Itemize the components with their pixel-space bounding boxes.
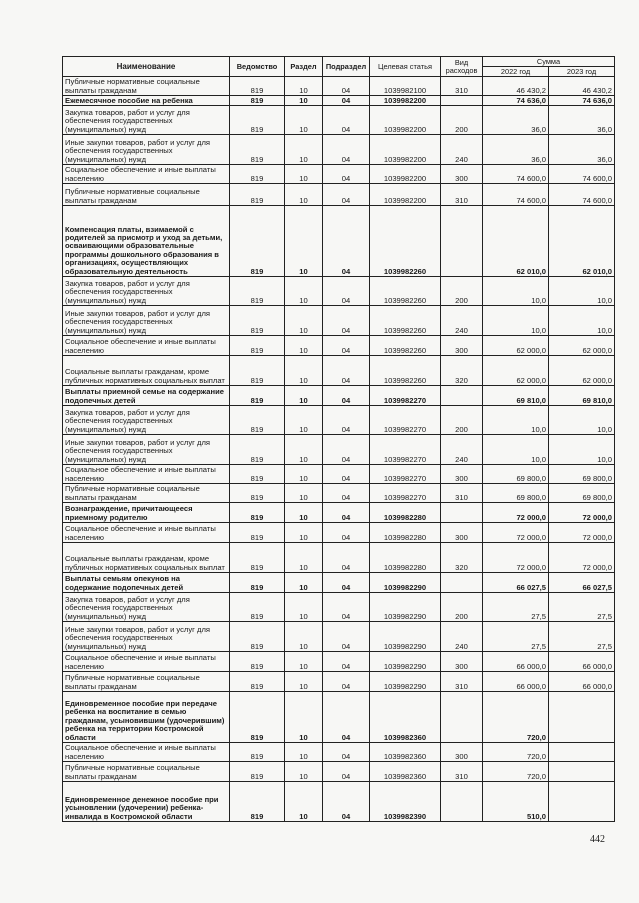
row-name: Иные закупки товаров, работ и услуг для обеспечения государственных (муниципальных) нужд	[63, 135, 230, 165]
row-razdel: 10	[285, 356, 323, 386]
row-name: Социальное обеспечение и иные выплаты населению	[63, 743, 230, 762]
row-celevaya: 1039982260	[370, 277, 441, 306]
row-sum-2022: 720,0	[483, 692, 549, 743]
row-vedomstvo: 819	[230, 277, 285, 306]
row-vedomstvo: 819	[230, 135, 285, 165]
row-name: Компенсация платы, взимаемой с родителей за присмотр и уход за детьми, осваивающими образовательные программы дошкольного образования в организациях, осуществляющих образовательную деятельность	[63, 206, 230, 277]
row-name: Социальные выплаты гражданам, кроме публичных нормативных социальных выплат	[63, 543, 230, 573]
table-row	[63, 96, 615, 106]
row-vid: 300	[441, 336, 483, 356]
row-razdel: 10	[285, 277, 323, 306]
table-row	[63, 652, 615, 672]
row-podrazdel: 04	[323, 782, 370, 822]
row-name: Единовременное пособие при передаче ребенка на воспитание в семью гражданам, усыновившим (удочерившим) ребенка на территории Костромской области	[63, 692, 230, 743]
row-vedomstvo: 819	[230, 573, 285, 593]
row-name: Социальное обеспечение и иные выплаты населению	[63, 523, 230, 543]
row-sum-2023: 74 600,0	[549, 165, 615, 184]
row-razdel: 10	[285, 503, 323, 523]
row-sum-2022: 720,0	[483, 743, 549, 762]
row-podrazdel: 04	[323, 206, 370, 277]
row-vid	[441, 386, 483, 406]
row-vedomstvo: 819	[230, 743, 285, 762]
row-vedomstvo: 819	[230, 652, 285, 672]
row-vid	[441, 692, 483, 743]
row-name: Закупка товаров, работ и услуг для обеспечения государственных (муниципальных) нужд	[63, 106, 230, 135]
row-razdel: 10	[285, 543, 323, 573]
row-sum-2023: 46 430,2	[549, 77, 615, 96]
row-name: Закупка товаров, работ и услуг для обеспечения государственных (муниципальных) нужд	[63, 406, 230, 435]
col-celevaya-header: Целевая статья	[370, 57, 441, 77]
table-body	[63, 77, 615, 822]
row-vid: 310	[441, 484, 483, 503]
row-razdel: 10	[285, 652, 323, 672]
row-sum-2023: 27,5	[549, 593, 615, 622]
row-podrazdel: 04	[323, 135, 370, 165]
row-sum-2023: 66 000,0	[549, 652, 615, 672]
row-razdel: 10	[285, 77, 323, 96]
row-name: Ежемесячное пособие на ребенка	[63, 96, 230, 106]
row-name: Единовременное денежное пособие при усыновлении (удочерении) ребенка-инвалида в Костромской области	[63, 782, 230, 822]
row-vid: 300	[441, 165, 483, 184]
row-razdel: 10	[285, 435, 323, 465]
row-name: Публичные нормативные социальные выплаты гражданам	[63, 672, 230, 692]
row-razdel: 10	[285, 96, 323, 106]
row-name: Социальное обеспечение и иные выплаты населению	[63, 336, 230, 356]
table-row	[63, 406, 615, 435]
row-sum-2022: 46 430,2	[483, 77, 549, 96]
table-row	[63, 435, 615, 465]
row-vedomstvo: 819	[230, 593, 285, 622]
row-sum-2022: 10,0	[483, 435, 549, 465]
table-row	[63, 484, 615, 503]
row-vid	[441, 206, 483, 277]
row-podrazdel: 04	[323, 336, 370, 356]
row-podrazdel: 04	[323, 165, 370, 184]
row-podrazdel: 04	[323, 77, 370, 96]
row-sum-2023: 72 000,0	[549, 503, 615, 523]
row-podrazdel: 04	[323, 96, 370, 106]
row-podrazdel: 04	[323, 435, 370, 465]
row-razdel: 10	[285, 622, 323, 652]
row-podrazdel: 04	[323, 543, 370, 573]
row-name: Иные закупки товаров, работ и услуг для обеспечения государственных (муниципальных) нужд	[63, 306, 230, 336]
row-celevaya: 1039982270	[370, 435, 441, 465]
table-row	[63, 336, 615, 356]
row-sum-2023: 72 000,0	[549, 543, 615, 573]
row-name: Иные закупки товаров, работ и услуг для обеспечения государственных (муниципальных) нужд	[63, 622, 230, 652]
row-sum-2023: 69 810,0	[549, 386, 615, 406]
table-row	[63, 672, 615, 692]
col-vid-header: Вид расходов	[441, 57, 483, 77]
row-sum-2023	[549, 762, 615, 782]
page-number: 442	[590, 834, 605, 845]
row-razdel: 10	[285, 484, 323, 503]
row-vid	[441, 573, 483, 593]
table-row	[63, 306, 615, 336]
row-vid: 320	[441, 356, 483, 386]
row-vid: 300	[441, 652, 483, 672]
row-celevaya: 1039982290	[370, 593, 441, 622]
row-vedomstvo: 819	[230, 762, 285, 782]
row-vedomstvo: 819	[230, 484, 285, 503]
col-2023-header: 2023 год	[549, 67, 615, 77]
row-sum-2023	[549, 692, 615, 743]
row-vedomstvo: 819	[230, 336, 285, 356]
row-razdel: 10	[285, 406, 323, 435]
row-vedomstvo: 819	[230, 96, 285, 106]
row-sum-2023: 69 800,0	[549, 465, 615, 484]
row-sum-2022: 62 000,0	[483, 336, 549, 356]
table-row	[63, 622, 615, 652]
row-celevaya: 1039982360	[370, 743, 441, 762]
row-celevaya: 1039982280	[370, 523, 441, 543]
row-sum-2022: 62 000,0	[483, 356, 549, 386]
row-vedomstvo: 819	[230, 306, 285, 336]
row-razdel: 10	[285, 184, 323, 206]
row-sum-2022: 74 636,0	[483, 96, 549, 106]
row-podrazdel: 04	[323, 593, 370, 622]
row-podrazdel: 04	[323, 622, 370, 652]
row-celevaya: 1039982260	[370, 306, 441, 336]
row-vid: 240	[441, 306, 483, 336]
row-podrazdel: 04	[323, 386, 370, 406]
row-sum-2022: 36,0	[483, 135, 549, 165]
row-sum-2023: 10,0	[549, 277, 615, 306]
table-row	[63, 106, 615, 135]
row-razdel: 10	[285, 106, 323, 135]
row-vid: 240	[441, 435, 483, 465]
row-celevaya: 1039982360	[370, 762, 441, 782]
row-sum-2023: 10,0	[549, 406, 615, 435]
col-2022-header: 2022 год	[483, 67, 549, 77]
row-vid: 300	[441, 465, 483, 484]
table-row	[63, 184, 615, 206]
row-sum-2023: 36,0	[549, 106, 615, 135]
row-razdel: 10	[285, 465, 323, 484]
row-celevaya: 1039982290	[370, 573, 441, 593]
row-razdel: 10	[285, 782, 323, 822]
row-sum-2022: 66 027,5	[483, 573, 549, 593]
row-sum-2023: 36,0	[549, 135, 615, 165]
row-vedomstvo: 819	[230, 165, 285, 184]
row-sum-2022: 10,0	[483, 406, 549, 435]
row-vid	[441, 96, 483, 106]
row-podrazdel: 04	[323, 277, 370, 306]
table-row	[63, 356, 615, 386]
row-celevaya: 1039982260	[370, 336, 441, 356]
table-row	[63, 593, 615, 622]
row-vid: 310	[441, 184, 483, 206]
row-razdel: 10	[285, 386, 323, 406]
row-name: Закупка товаров, работ и услуг для обеспечения государственных (муниципальных) нужд	[63, 277, 230, 306]
row-vid: 310	[441, 77, 483, 96]
row-razdel: 10	[285, 762, 323, 782]
budget-table	[62, 56, 615, 822]
row-vedomstvo: 819	[230, 386, 285, 406]
row-sum-2022: 69 810,0	[483, 386, 549, 406]
row-name: Выплаты приемной семье на содержание подопечных детей	[63, 386, 230, 406]
table-row	[63, 523, 615, 543]
row-celevaya: 1039982290	[370, 672, 441, 692]
row-podrazdel: 04	[323, 465, 370, 484]
row-celevaya: 1039982270	[370, 406, 441, 435]
row-vid: 310	[441, 672, 483, 692]
row-vedomstvo: 819	[230, 622, 285, 652]
row-name: Публичные нормативные социальные выплаты гражданам	[63, 762, 230, 782]
row-celevaya: 1039982360	[370, 692, 441, 743]
row-celevaya: 1039982270	[370, 484, 441, 503]
row-podrazdel: 04	[323, 306, 370, 336]
row-razdel: 10	[285, 692, 323, 743]
row-name: Закупка товаров, работ и услуг для обеспечения государственных (муниципальных) нужд	[63, 593, 230, 622]
row-sum-2022: 510,0	[483, 782, 549, 822]
row-sum-2023: 10,0	[549, 435, 615, 465]
row-sum-2023: 74 636,0	[549, 96, 615, 106]
row-sum-2022: 66 000,0	[483, 652, 549, 672]
row-sum-2022: 62 010,0	[483, 206, 549, 277]
row-name: Иные закупки товаров, работ и услуг для обеспечения государственных (муниципальных) нужд	[63, 435, 230, 465]
row-vid: 200	[441, 593, 483, 622]
table-row	[63, 206, 615, 277]
row-vid: 300	[441, 743, 483, 762]
row-razdel: 10	[285, 523, 323, 543]
row-name: Вознаграждение, причитающееся приемному родителю	[63, 503, 230, 523]
row-celevaya: 1039982270	[370, 465, 441, 484]
row-vedomstvo: 819	[230, 503, 285, 523]
row-vid: 200	[441, 277, 483, 306]
row-podrazdel: 04	[323, 573, 370, 593]
row-name: Публичные нормативные социальные выплаты гражданам	[63, 184, 230, 206]
table-row	[63, 573, 615, 593]
table-row	[63, 386, 615, 406]
table-row	[63, 165, 615, 184]
table-row	[63, 543, 615, 573]
row-podrazdel: 04	[323, 762, 370, 782]
row-celevaya: 1039982200	[370, 96, 441, 106]
row-vedomstvo: 819	[230, 77, 285, 96]
row-vid: 240	[441, 135, 483, 165]
row-name: Публичные нормативные социальные выплаты гражданам	[63, 484, 230, 503]
row-sum-2023	[549, 743, 615, 762]
row-vid: 300	[441, 523, 483, 543]
table-row	[63, 135, 615, 165]
row-celevaya: 1039982200	[370, 165, 441, 184]
row-vedomstvo: 819	[230, 672, 285, 692]
row-sum-2023	[549, 782, 615, 822]
row-name: Социальное обеспечение и иные выплаты населению	[63, 465, 230, 484]
row-name: Выплаты семьям опекунов на содержание подопечных детей	[63, 573, 230, 593]
row-sum-2023: 74 600,0	[549, 184, 615, 206]
row-vedomstvo: 819	[230, 782, 285, 822]
row-celevaya: 1039982280	[370, 543, 441, 573]
row-sum-2023: 10,0	[549, 306, 615, 336]
row-vedomstvo: 819	[230, 184, 285, 206]
row-sum-2023: 72 000,0	[549, 523, 615, 543]
row-razdel: 10	[285, 573, 323, 593]
row-razdel: 10	[285, 593, 323, 622]
row-podrazdel: 04	[323, 652, 370, 672]
row-podrazdel: 04	[323, 406, 370, 435]
table-row	[63, 77, 615, 96]
row-celevaya: 1039982260	[370, 206, 441, 277]
budget-sheet	[62, 56, 615, 822]
row-sum-2022: 69 800,0	[483, 465, 549, 484]
row-sum-2022: 10,0	[483, 277, 549, 306]
row-razdel: 10	[285, 672, 323, 692]
row-sum-2023: 27,5	[549, 622, 615, 652]
row-celevaya: 1039982200	[370, 184, 441, 206]
row-name: Социальные выплаты гражданам, кроме публичных нормативных социальных выплат	[63, 356, 230, 386]
row-sum-2022: 720,0	[483, 762, 549, 782]
table-row	[63, 743, 615, 762]
row-vid: 240	[441, 622, 483, 652]
row-podrazdel: 04	[323, 523, 370, 543]
col-name-header: Наименование	[63, 57, 230, 77]
row-podrazdel: 04	[323, 484, 370, 503]
row-vedomstvo: 819	[230, 206, 285, 277]
row-sum-2023: 62 010,0	[549, 206, 615, 277]
row-celevaya: 1039982200	[370, 106, 441, 135]
row-sum-2022: 72 000,0	[483, 523, 549, 543]
row-celevaya: 1039982200	[370, 135, 441, 165]
row-razdel: 10	[285, 336, 323, 356]
row-vedomstvo: 819	[230, 692, 285, 743]
col-vedomstvo-header: Ведомство	[230, 57, 285, 77]
row-sum-2022: 74 600,0	[483, 165, 549, 184]
row-celevaya: 1039982270	[370, 386, 441, 406]
row-podrazdel: 04	[323, 743, 370, 762]
row-celevaya: 1039982100	[370, 77, 441, 96]
row-sum-2022: 27,5	[483, 593, 549, 622]
row-vid	[441, 503, 483, 523]
row-razdel: 10	[285, 743, 323, 762]
row-vedomstvo: 819	[230, 356, 285, 386]
row-vedomstvo: 819	[230, 406, 285, 435]
row-sum-2022: 72 000,0	[483, 503, 549, 523]
row-vedomstvo: 819	[230, 543, 285, 573]
row-sum-2022: 27,5	[483, 622, 549, 652]
row-name: Социальное обеспечение и иные выплаты населению	[63, 165, 230, 184]
row-razdel: 10	[285, 135, 323, 165]
row-podrazdel: 04	[323, 356, 370, 386]
row-vedomstvo: 819	[230, 523, 285, 543]
row-razdel: 10	[285, 206, 323, 277]
row-podrazdel: 04	[323, 692, 370, 743]
col-summa-header: Сумма	[483, 57, 615, 67]
row-vid: 310	[441, 762, 483, 782]
row-razdel: 10	[285, 165, 323, 184]
row-razdel: 10	[285, 306, 323, 336]
row-sum-2022: 66 000,0	[483, 672, 549, 692]
row-sum-2023: 62 000,0	[549, 356, 615, 386]
row-vedomstvo: 819	[230, 435, 285, 465]
row-sum-2023: 66 027,5	[549, 573, 615, 593]
row-podrazdel: 04	[323, 672, 370, 692]
row-vedomstvo: 819	[230, 106, 285, 135]
row-sum-2022: 69 800,0	[483, 484, 549, 503]
table-row	[63, 762, 615, 782]
table-row	[63, 782, 615, 822]
row-celevaya: 1039982260	[370, 356, 441, 386]
row-vedomstvo: 819	[230, 465, 285, 484]
row-vid	[441, 782, 483, 822]
row-name: Публичные нормативные социальные выплаты гражданам	[63, 77, 230, 96]
row-sum-2023: 69 800,0	[549, 484, 615, 503]
row-sum-2022: 72 000,0	[483, 543, 549, 573]
row-vid: 320	[441, 543, 483, 573]
row-sum-2022: 74 600,0	[483, 184, 549, 206]
table-row	[63, 277, 615, 306]
row-sum-2022: 36,0	[483, 106, 549, 135]
table-row	[63, 692, 615, 743]
row-sum-2023: 66 000,0	[549, 672, 615, 692]
table-header	[63, 57, 615, 77]
col-podrazdel-header: Подраздел	[323, 57, 370, 77]
row-name: Социальное обеспечение и иные выплаты населению	[63, 652, 230, 672]
row-vid: 200	[441, 106, 483, 135]
row-celevaya: 1039982390	[370, 782, 441, 822]
row-celevaya: 1039982280	[370, 503, 441, 523]
table-row	[63, 503, 615, 523]
row-sum-2023: 62 000,0	[549, 336, 615, 356]
row-sum-2022: 10,0	[483, 306, 549, 336]
col-razdel-header: Раздел	[285, 57, 323, 77]
row-vid: 200	[441, 406, 483, 435]
row-celevaya: 1039982290	[370, 652, 441, 672]
row-podrazdel: 04	[323, 184, 370, 206]
row-celevaya: 1039982290	[370, 622, 441, 652]
row-podrazdel: 04	[323, 106, 370, 135]
row-podrazdel: 04	[323, 503, 370, 523]
table-row	[63, 465, 615, 484]
